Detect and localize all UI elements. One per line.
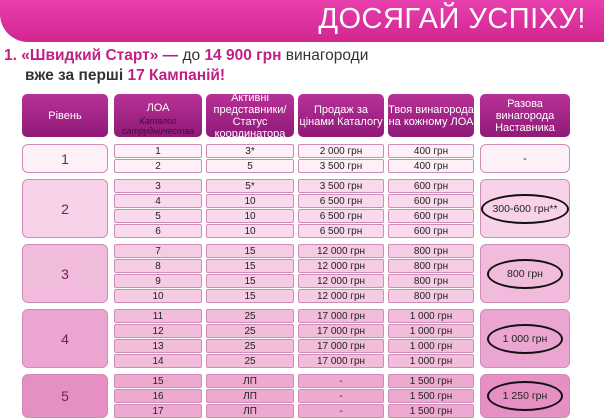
intro-amount: 14 900 грн xyxy=(204,47,282,64)
header-active-label: Активні представники/ Статус координатора xyxy=(213,91,287,140)
cell-sales: 17 000 грн xyxy=(298,354,384,368)
header-bonus xyxy=(480,94,570,137)
bonus-amount-circled: 800 грн xyxy=(487,259,563,289)
bonus-amount-circled: 1 000 грн xyxy=(487,324,563,354)
cell-loa: 8 xyxy=(114,259,202,273)
header-bonus-label: Разова винагорода Наставника xyxy=(495,97,555,134)
cell-active: 25 xyxy=(206,309,294,323)
cell-loa: 3 xyxy=(114,179,202,193)
cell-loa: 7 xyxy=(114,244,202,258)
cell-sales: 12 000 грн xyxy=(298,244,384,258)
cell-sales: - xyxy=(298,404,384,418)
cell-active: 25 xyxy=(206,354,294,368)
cell-reward: 800 грн xyxy=(388,244,474,258)
cell-reward: 1 500 грн xyxy=(388,404,474,418)
cell-sales: 12 000 грн xyxy=(298,274,384,288)
bonus-cell-level-2 xyxy=(480,179,570,238)
header-level xyxy=(22,94,108,137)
header-loa-label: ЛОА xyxy=(146,102,170,114)
cell-active: 10 xyxy=(206,194,294,208)
cell-loa: 9 xyxy=(114,274,202,288)
level-label-2: 2 xyxy=(22,179,108,238)
cell-sales: 3 500 грн xyxy=(298,159,384,173)
level-label-5: 5 xyxy=(22,374,108,418)
cell-active: 15 xyxy=(206,274,294,288)
cell-loa: 2 xyxy=(114,159,202,173)
bonus-amount-circled: 1 250 грн xyxy=(487,381,563,411)
intro-line2-start: вже за перші xyxy=(25,67,128,84)
header-reward-label: Твоя винагорода на кожному ЛОА xyxy=(388,103,474,128)
cell-active: 5 xyxy=(206,159,294,173)
bonus-amount-circled: 300-600 грн** xyxy=(481,194,569,224)
header-sales-label: Продаж за цінами Каталогу xyxy=(299,103,383,128)
cell-sales: - xyxy=(298,374,384,388)
cell-loa: 10 xyxy=(114,289,202,303)
cell-loa: 13 xyxy=(114,339,202,353)
cell-loa: 16 xyxy=(114,389,202,403)
cell-loa: 15 xyxy=(114,374,202,388)
cell-reward: 600 грн xyxy=(388,194,474,208)
cell-reward: 400 грн xyxy=(388,159,474,173)
bonus-cell-level-3 xyxy=(480,244,570,303)
cell-active: 15 xyxy=(206,259,294,273)
cell-active: 15 xyxy=(206,244,294,258)
cell-reward: 1 000 грн xyxy=(388,354,474,368)
cell-reward: 1 000 грн xyxy=(388,339,474,353)
cell-reward: 1 500 грн xyxy=(388,374,474,388)
cell-sales: 17 000 грн xyxy=(298,339,384,353)
cell-reward: 400 грн xyxy=(388,144,474,158)
cell-loa: 17 xyxy=(114,404,202,418)
level-label-1: 1 xyxy=(22,144,108,173)
cell-active: 25 xyxy=(206,324,294,338)
cell-active: ЛП xyxy=(206,404,294,418)
cell-sales: 12 000 грн xyxy=(298,289,384,303)
cell-loa: 1 xyxy=(114,144,202,158)
header-sales xyxy=(298,94,384,137)
cell-loa: 12 xyxy=(114,324,202,338)
cell-reward: 800 грн xyxy=(388,289,474,303)
cell-sales: 17 000 грн xyxy=(298,324,384,338)
cell-reward: 600 грн xyxy=(388,209,474,223)
cell-reward: 800 грн xyxy=(388,259,474,273)
cell-sales: 2 000 грн xyxy=(298,144,384,158)
cell-loa: 14 xyxy=(114,354,202,368)
cell-loa: 5 xyxy=(114,209,202,223)
cell-sales: 6 500 грн xyxy=(298,224,384,238)
header-level-label: Рівень xyxy=(48,109,82,122)
title-banner xyxy=(0,0,604,42)
cell-loa: 4 xyxy=(114,194,202,208)
level-label-4: 4 xyxy=(22,309,108,368)
intro-mid: до xyxy=(178,47,205,64)
intro-number: 1. xyxy=(4,47,17,64)
intro-rest: винагороди xyxy=(281,47,369,64)
intro-line-1 xyxy=(4,46,414,66)
bonus-cell-level-4 xyxy=(480,309,570,368)
cell-sales: - xyxy=(298,389,384,403)
cell-active: 10 xyxy=(206,224,294,238)
bonus-cell-level-5 xyxy=(480,374,570,418)
bonus-amount: - xyxy=(523,152,527,165)
bonus-cell-level-1 xyxy=(480,144,570,173)
cell-reward: 600 грн xyxy=(388,179,474,193)
header-active xyxy=(206,91,294,140)
cell-active: ЛП xyxy=(206,374,294,388)
intro-line-2 xyxy=(4,66,414,86)
header-loa-sublabel: Каталог сатрудничества xyxy=(121,116,195,136)
cell-sales: 6 500 грн xyxy=(298,209,384,223)
cell-sales: 6 500 грн xyxy=(298,194,384,208)
cell-reward: 1 000 грн xyxy=(388,324,474,338)
cell-sales: 3 500 грн xyxy=(298,179,384,193)
cell-sales: 12 000 грн xyxy=(298,259,384,273)
level-label-3: 3 xyxy=(22,244,108,303)
cell-loa: 6 xyxy=(114,224,202,238)
cell-sales: 17 000 грн xyxy=(298,309,384,323)
cell-active: 5* xyxy=(206,179,294,193)
header-reward xyxy=(388,94,474,137)
intro-program-name: «Швидкий Старт» — xyxy=(21,47,179,64)
cell-active: 25 xyxy=(206,339,294,353)
cell-reward: 1 500 грн xyxy=(388,389,474,403)
cell-active: 3* xyxy=(206,144,294,158)
banner-title: ДОСЯГАЙ УСПІХУ! xyxy=(318,3,586,35)
cell-reward: 1 000 грн xyxy=(388,309,474,323)
cell-active: 10 xyxy=(206,209,294,223)
header-loa xyxy=(114,94,202,137)
cell-reward: 800 грн xyxy=(388,274,474,288)
cell-active: ЛП xyxy=(206,389,294,403)
cell-loa: 11 xyxy=(114,309,202,323)
cell-active: 15 xyxy=(206,289,294,303)
intro-campaigns: 17 Кампаній! xyxy=(127,67,226,84)
cell-reward: 600 грн xyxy=(388,224,474,238)
intro-text xyxy=(4,46,414,86)
